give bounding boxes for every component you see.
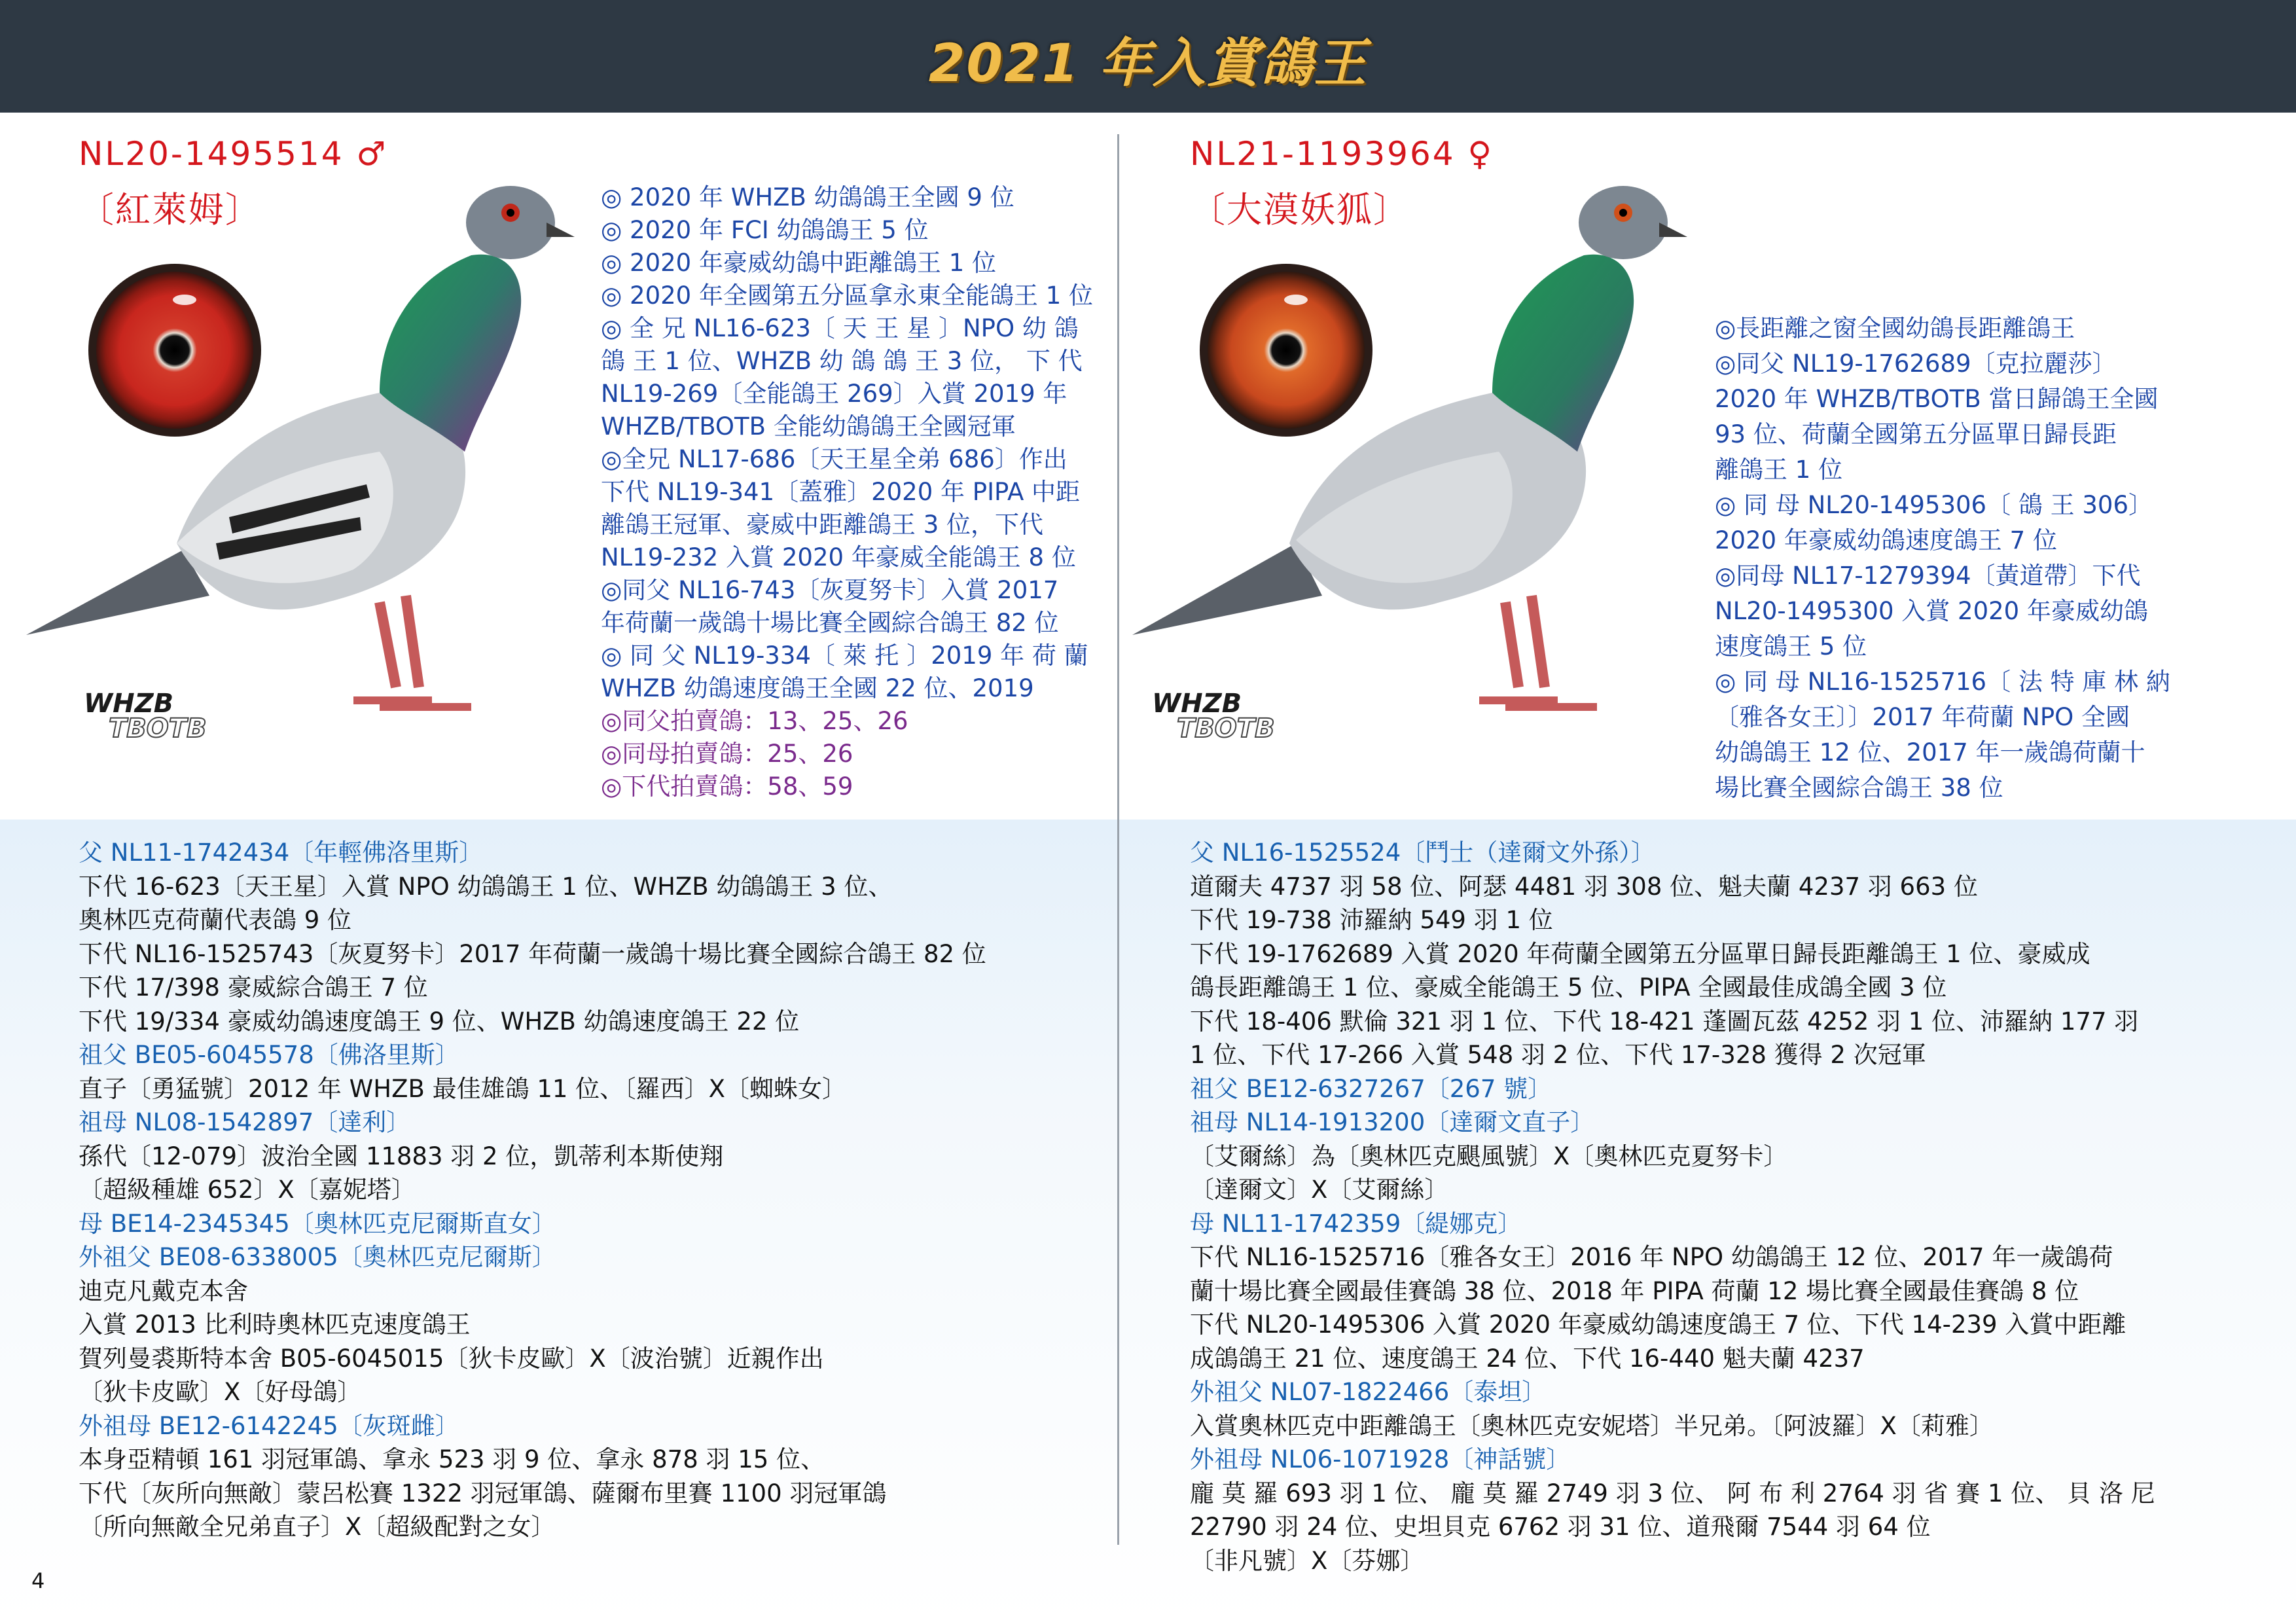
pedigree-line: 〔狄卡皮歐〕X〔好母鴿〕 xyxy=(79,1378,362,1406)
achievement-line: ◎ 2020 年 WHZB 幼鴿鴿王全國 9 位 xyxy=(601,183,1014,211)
pedigree-line: 下代 19/334 豪威幼鴿速度鴿王 9 位、WHZB 幼鴿速度鴿王 22 位 xyxy=(79,1007,800,1036)
achievement-line: 2020 年 WHZB/TBOTB 當日歸鴿王全國 xyxy=(1715,385,2159,413)
pedigree-heading: 祖母 NL14-1913200〔達爾文直子〕 xyxy=(1190,1108,1595,1136)
achievement-line: ◎長距離之窗全國幼鴿長距離鴿王 xyxy=(1715,314,2075,342)
pedigree-line: 〔艾爾絲〕為〔奧林匹克颶風號〕X〔奧林匹克夏努卡〕 xyxy=(1190,1142,1788,1170)
pedigree-line: 〔超級種雄 652〕X〔嘉妮塔〕 xyxy=(79,1176,416,1204)
auction-line: ◎下代拍賣鴿：58、59 xyxy=(601,772,853,801)
right-pigeon-photo xyxy=(1126,177,1702,753)
achievement-line: 鴿 王 1 位、WHZB 幼 鴿 鴿 王 3 位， 下 代 xyxy=(601,347,1083,375)
left-achievements xyxy=(601,181,1093,803)
achievement-line: NL19-269〔全能鴿王 269〕入賞 2019 年 xyxy=(601,380,1067,408)
pedigree-line: 下代 NL16-1525743〔灰夏努卡〕2017 年荷蘭一歲鴿十場比賽全國綜合鴿王 82 位 xyxy=(79,939,986,968)
pedigree-line: 本身亞精頓 161 羽冠軍鴿、拿永 523 羽 9 位、拿永 878 羽 15 位、 xyxy=(79,1445,825,1473)
achievement-line: 下代 NL19-341〔蓋雅〕2020 年 PIPA 中距 xyxy=(601,478,1081,506)
pedigree-line: 入賞 2013 比利時奧林匹克速度鴿王 xyxy=(79,1310,471,1339)
auction-line: ◎同父拍賣鴿：13、25、26 xyxy=(601,707,908,735)
pedigree-heading: 外祖父 BE08-6338005〔奧林匹克尼爾斯〕 xyxy=(79,1243,556,1271)
pedigree-heading: 外祖母 BE12-6142245〔灰斑雌〕 xyxy=(79,1411,459,1440)
pedigree-line: 22790 羽 24 位、史坦貝克 6762 羽 31 位、道飛爾 7544 羽 64 位 xyxy=(1190,1513,1931,1541)
achievement-line: 93 位、荷蘭全國第五分區單日歸長距 xyxy=(1715,420,2117,448)
achievement-line: ◎同母 NL17-1279394〔黃道帶〕下代 xyxy=(1715,562,2141,590)
pedigree-line: 1 位、下代 17-266 入賞 548 羽 2 位、下代 17-328 獲得 2 次冠軍 xyxy=(1190,1041,1926,1069)
pedigree-line: 直子〔勇猛號〕2012 年 WHZB 最佳雄鴿 11 位、〔羅西〕X〔蜘蛛女〕 xyxy=(79,1074,847,1103)
column-divider xyxy=(1117,134,1119,1545)
pedigree-line: 鴿長距離鴿王 1 位、豪威全能鴿王 5 位、PIPA 全國最佳成鴿全國 3 位 xyxy=(1190,973,1947,1001)
right-watermark-logo: WHZB TBOTB xyxy=(1152,689,1275,744)
achievement-line: 離鴿王冠軍、豪威中距離鴿王 3 位，下代 xyxy=(601,511,1044,539)
page-title: 2021 年入賞鴿王 xyxy=(928,33,1368,94)
pedigree-line: 奧林匹克荷蘭代表鴿 9 位 xyxy=(79,906,352,934)
header-bar xyxy=(0,0,2296,113)
achievement-line: ◎全兄 NL17-686〔天王星全弟 686〕作出 xyxy=(601,445,1067,473)
achievement-line: ◎同父 NL16-743〔灰夏努卡〕入賞 2017 xyxy=(601,576,1059,604)
pedigree-heading: 祖父 BE05-6045578〔佛洛里斯〕 xyxy=(79,1041,459,1069)
pedigree-line: 蘭十場比賽全國最佳賽鴿 38 位、2018 年 PIPA 荷蘭 12 場比賽全國最佳賽鴿 8 位 xyxy=(1190,1276,2079,1305)
pedigree-line: 孫代〔12-079〕波治全國 11883 羽 2 位，凱蒂利本斯使翔 xyxy=(79,1142,724,1170)
pedigree-line: 下代 18-406 默倫 321 羽 1 位、下代 18-421 蓬圖瓦茲 4252 羽 1 位、沛羅納 177 羽 xyxy=(1190,1007,2139,1036)
achievement-line: ◎同父 NL19-1762689〔克拉麗莎〕 xyxy=(1715,350,2117,378)
achievement-line: ◎ 同 母 NL20-1495306〔 鴿 王 306〕 xyxy=(1715,491,2153,519)
right-achievements xyxy=(1715,311,2170,806)
achievement-line: ◎ 2020 年 FCI 幼鴿鴿王 5 位 xyxy=(601,216,929,244)
achievement-line: WHZB/TBOTB 全能幼鴿鴿王全國冠軍 xyxy=(601,412,1016,441)
pedigree-line: 下代 NL16-1525716〔雅各女王〕2016 年 NPO 幼鴿鴿王 12 位、2017 年一歲鴿荷 xyxy=(1190,1243,2113,1271)
pedigree-heading: 母 NL11-1742359〔緹娜克〕 xyxy=(1190,1209,1522,1238)
achievement-line: 2020 年豪威幼鴿速度鴿王 7 位 xyxy=(1715,526,2057,554)
left-pedigree xyxy=(79,836,986,1544)
pedigree-line: 迪克凡戴克本舍 xyxy=(79,1276,248,1305)
pedigree-line: 下代〔灰所向無敵〕蒙呂松賽 1322 羽冠軍鴿、薩爾布里賽 1100 羽冠軍鴿 xyxy=(79,1479,887,1507)
pedigree-line: 〔所向無敵全兄弟直子〕X〔超級配對之女〕 xyxy=(79,1513,556,1541)
pedigree-line: 下代 NL20-1495306 入賞 2020 年豪威幼鴿速度鴿王 7 位、下代 14-239 入賞中距離 xyxy=(1190,1310,2126,1339)
achievement-line: ◎ 2020 年豪威幼鴿中距離鴿王 1 位 xyxy=(601,249,997,277)
achievement-line: ◎ 2020 年全國第五分區拿永東全能鴿王 1 位 xyxy=(601,281,1094,310)
left-bird-name: 〔紅萊姆〕 xyxy=(79,189,262,230)
right-ring-number: NL21-1193964 ♀ xyxy=(1190,135,1494,173)
pedigree-heading: 母 BE14-2345345〔奧林匹克尼爾斯直女〕 xyxy=(79,1209,556,1238)
pedigree-line: 入賞奧林匹克中距離鴿王〔奧林匹克安妮塔〕半兄弟。〔阿波羅〕X〔莉雅〕 xyxy=(1190,1411,1994,1440)
achievement-line: 年荷蘭一歲鴿十場比賽全國綜合鴿王 82 位 xyxy=(601,609,1059,637)
achievement-line: NL20-1495300 入賞 2020 年豪威幼鴿 xyxy=(1715,597,2148,625)
achievement-line: ◎ 同 母 NL16-1525716〔 法 特 庫 林 納 xyxy=(1715,668,2170,696)
achievement-line: 場比賽全國綜合鴿王 38 位 xyxy=(1715,774,2003,802)
pedigree-heading: 父 NL11-1742434〔年輕佛洛里斯〕 xyxy=(79,839,484,867)
achievement-line: ◎ 同 父 NL19-334〔 萊 托 〕2019 年 荷 蘭 xyxy=(601,641,1088,670)
left-pigeon-photo xyxy=(13,177,576,753)
left-watermark-logo: WHZB TBOTB xyxy=(84,689,207,744)
pedigree-heading: 外祖父 NL07-1822466〔泰坦〕 xyxy=(1190,1378,1547,1406)
achievement-line: 〔雅各女王〕〕2017 年荷蘭 NPO 全國 xyxy=(1715,703,2130,731)
pedigree-line: 道爾夫 4737 羽 58 位、阿瑟 4481 羽 308 位、魁夫蘭 4237 羽 663 位 xyxy=(1190,872,1978,901)
pedigree-line: 下代 16-623〔天王星〕入賞 NPO 幼鴿鴿王 1 位、WHZB 幼鴿鴿王 3 位、 xyxy=(79,872,893,901)
auction-line: ◎同母拍賣鴿：25、26 xyxy=(601,740,853,768)
pedigree-line: 下代 17/398 豪威綜合鴿王 7 位 xyxy=(79,973,428,1001)
pedigree-line: 龐 莫 羅 693 羽 1 位、 龐 莫 羅 2749 羽 3 位、 阿 布 利 2764 羽 省 賽 1 位、 貝 洛 尼 xyxy=(1190,1479,2155,1507)
left-ring-number: NL20-1495514 ♂ xyxy=(79,135,388,173)
achievement-line: ◎ 全 兄 NL16-623〔 天 王 星 〕NPO 幼 鴿 xyxy=(601,314,1079,342)
pedigree-heading: 父 NL16-1525524〔鬥士（達爾文外孫）〕 xyxy=(1190,839,1655,867)
achievement-line: 幼鴿鴿王 12 位、2017 年一歲鴿荷蘭十 xyxy=(1715,738,2145,767)
achievement-line: NL19-232 入賞 2020 年豪威全能鴿王 8 位 xyxy=(601,543,1076,571)
pedigree-line: 成鴿鴿王 21 位、速度鴿王 24 位、下代 16-440 魁夫蘭 4237 xyxy=(1190,1344,1865,1373)
pedigree-line: 〔達爾文〕X〔艾爾絲〕 xyxy=(1190,1176,1449,1204)
pedigree-line: 〔非凡號〕X〔芬娜〕 xyxy=(1190,1546,1425,1575)
page-number: 4 xyxy=(31,1568,45,1593)
pedigree-line: 賀列曼裘斯特本舍 B05-6045015〔狄卡皮歐〕X〔波治號〕近親作出 xyxy=(79,1344,824,1373)
achievement-line: WHZB 幼鴿速度鴿王全國 22 位、2019 xyxy=(601,674,1034,702)
right-bird-name: 〔大漠妖狐〕 xyxy=(1190,189,1410,230)
right-pedigree xyxy=(1190,836,2155,1578)
pedigree-line: 下代 19-1762689 入賞 2020 年荷蘭全國第五分區單日歸長距離鴿王 1 位、豪威成 xyxy=(1190,939,2090,968)
pedigree-heading: 祖父 BE12-6327267〔267 號〕 xyxy=(1190,1074,1552,1103)
achievement-line: 離鴿王 1 位 xyxy=(1715,456,1843,484)
achievement-line: 速度鴿王 5 位 xyxy=(1715,632,1867,660)
pedigree-heading: 祖母 NL08-1542897〔達利〕 xyxy=(79,1108,411,1136)
pedigree-heading: 外祖母 NL06-1071928〔神話號〕 xyxy=(1190,1445,1571,1473)
pedigree-line: 下代 19-738 沛羅納 549 羽 1 位 xyxy=(1190,906,1553,934)
